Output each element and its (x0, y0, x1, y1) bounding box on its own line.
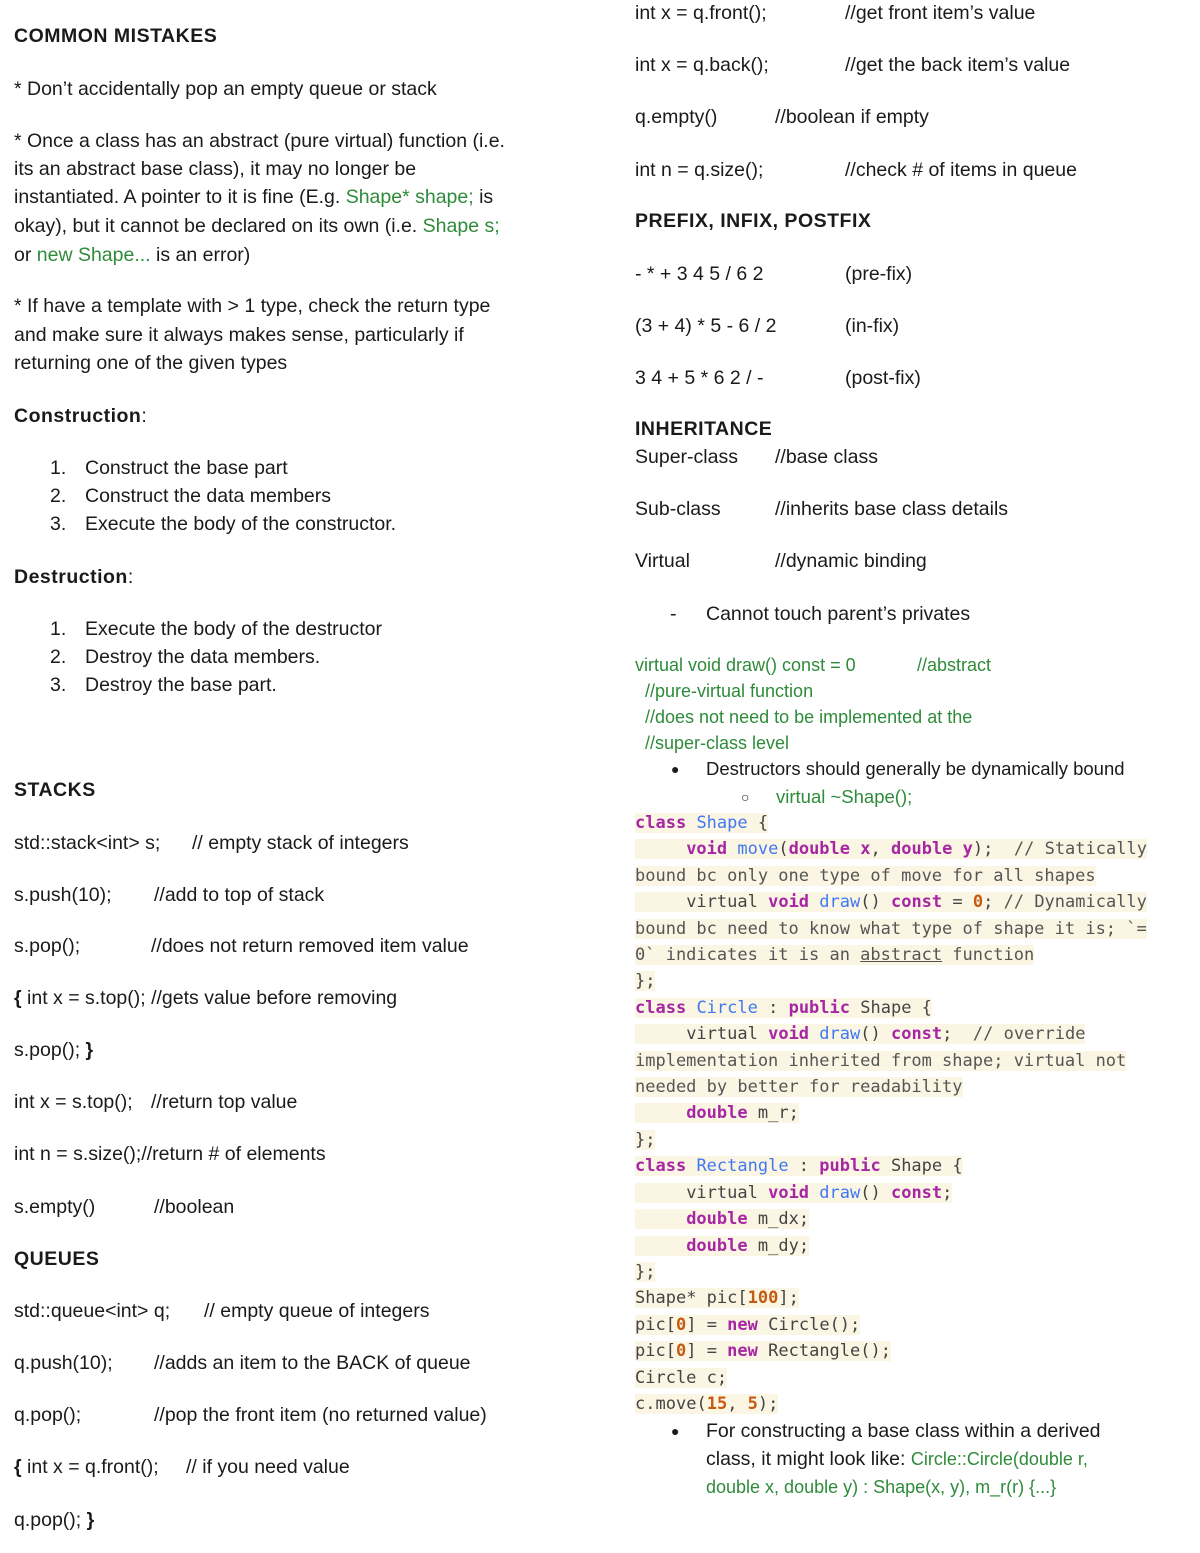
code-line: Shape* pic[100]; (635, 1288, 799, 1309)
pure-virtual-line-4: //super-class level (645, 733, 790, 753)
keyword: const (890, 892, 943, 913)
comment: //does not return removed item value (151, 935, 469, 957)
comment: //pop the front item (no returned value) (154, 1404, 487, 1426)
text: is (473, 186, 494, 208)
expression: (3 + 4) * 5 - 6 / 2 (635, 315, 777, 337)
inline-code: new Shape... (36, 244, 151, 266)
text: is an error) (150, 244, 251, 266)
queue-op-row (635, 157, 1077, 183)
brace: { (14, 987, 22, 1009)
keyword: double (686, 1103, 748, 1124)
keyword: public (819, 1156, 881, 1177)
code: s.pop(); (14, 1039, 86, 1061)
keyword: virtual (686, 1024, 758, 1045)
brace: } (86, 1509, 95, 1531)
heading-text: Destruction (14, 566, 128, 588)
brace: } (85, 1039, 94, 1061)
inline-code: Circle::Circle(double r, (910, 1449, 1088, 1469)
comment: // Statically (1013, 839, 1147, 860)
comment: abstract (860, 945, 943, 966)
number: 5 (747, 1393, 758, 1414)
bullet-circle: ○ (741, 789, 750, 805)
mistake-1: * Don’t accidentally pop an empty queue or stack (14, 78, 437, 100)
keyword: const (890, 1182, 943, 1203)
comment: //check # of items in queue (845, 159, 1077, 181)
code: s.pop(); (14, 935, 81, 957)
keyword: double (891, 839, 953, 860)
stack-decl (14, 830, 409, 856)
code-line: virtual void draw() const; // override (635, 1021, 1180, 1047)
code-line: double m_r; (635, 1100, 1180, 1126)
keyword: void (768, 1024, 810, 1045)
comment: 0` indicates it is an (635, 945, 861, 966)
note-text: Cannot touch parent’s privates (706, 603, 971, 625)
keyword: public (788, 997, 850, 1018)
bullet-dot: ● (671, 761, 680, 777)
code: std::stack<int> s; (14, 832, 161, 854)
queue-op-row (635, 104, 929, 130)
list-number: 3. (50, 513, 67, 535)
comment: // if you need value (186, 1456, 350, 1478)
code-line (635, 942, 1180, 968)
fix-heading: PREFIX, INFIX, POSTFIX (635, 210, 872, 232)
code-line (635, 1048, 1180, 1074)
brace: { (14, 1456, 22, 1478)
colon: : (141, 405, 147, 427)
comment: //base class (775, 446, 878, 468)
type: Circle (635, 1367, 697, 1388)
type: Shape (890, 1156, 943, 1177)
bullet-dot: ● (671, 1423, 680, 1439)
code-line (635, 1074, 1180, 1100)
code: s.push(10); (14, 884, 112, 906)
destruction-heading (14, 564, 133, 590)
note-text: Destructors should generally be dynamically bound (706, 758, 1125, 779)
inline-code: Shape s; (422, 215, 500, 237)
mistake-3-line-2: and make sure it always makes sense, particularly if (14, 324, 464, 346)
comment: // Dynamically (1003, 892, 1147, 913)
pure-virtual-line-2: //pure-virtual function (645, 681, 814, 701)
function: move (655, 1393, 697, 1414)
comment: bound bc need to know what type of shape it is; `= (635, 918, 1147, 939)
code: q.pop(); (14, 1404, 82, 1426)
keyword: void (768, 892, 810, 913)
base-ctor-note-line-3: double x, double y) : Shape(x, y), m_r(r) {...} (706, 1477, 1057, 1497)
number: 15 (706, 1393, 728, 1414)
code-block (635, 810, 1180, 1417)
item-text: Execute the body of the destructor (85, 618, 383, 640)
comment: //adds an item to the BACK of queue (154, 1352, 471, 1374)
mistake-3-line-3: returning one of the given types (14, 352, 288, 374)
comment: needed by better for readability (635, 1077, 963, 1098)
function: draw (819, 892, 861, 913)
code-line: c.move(15, 5); (635, 1393, 779, 1414)
variable: pic (706, 1288, 738, 1309)
code-line: virtual void draw() const = 0; // Dynamically (635, 889, 1180, 915)
comment: // empty stack of integers (192, 832, 409, 854)
keyword: void (768, 1182, 810, 1203)
type: Circle (696, 997, 758, 1018)
heading-text: Construction (14, 405, 142, 427)
term: Super-class (635, 446, 738, 468)
keyword: void (686, 839, 728, 860)
code: s.empty() (14, 1196, 96, 1218)
colon: : (127, 566, 134, 588)
item-text: Construct the data members (85, 485, 332, 507)
function: draw (819, 1182, 861, 1203)
code: int x = s.top(); //gets value before removing (21, 987, 398, 1009)
destruction-item (50, 672, 277, 698)
comment: // empty queue of integers (204, 1300, 430, 1322)
fix-row (635, 313, 900, 339)
stack-pop-2 (14, 1037, 93, 1063)
notation-label: (post-fix) (845, 367, 921, 389)
queues-heading: QUEUES (14, 1248, 100, 1270)
stack-empty (14, 1194, 235, 1220)
keyword: double (686, 1235, 748, 1256)
term: Virtual (635, 550, 690, 572)
stack-pop (14, 933, 469, 959)
param: y (962, 839, 973, 860)
number: 0 (972, 892, 984, 913)
inheritance-row (635, 444, 878, 470)
construction-heading (14, 403, 147, 429)
inline-code: Shape* shape; (345, 186, 474, 208)
inheritance-row (635, 496, 1009, 522)
queue-decl (14, 1298, 430, 1324)
code-line: virtual void draw() const; (635, 1180, 1180, 1206)
keyword: new (727, 1341, 758, 1362)
comment: //get the back item’s value (845, 54, 1071, 76)
destruction-item (50, 616, 383, 642)
stack-size: int n = s.size();//return # of elements (14, 1143, 326, 1165)
item-text: Destroy the data members. (85, 646, 321, 668)
code: int x = q.back(); (635, 54, 769, 76)
comment: function (942, 945, 1035, 966)
type: Shape (696, 813, 748, 833)
code: int x = s.top(); (14, 1091, 133, 1113)
code: int n = q.size(); (635, 159, 764, 181)
code-line (635, 863, 1180, 889)
comment: //dynamic binding (775, 550, 927, 572)
pure-virtual-line-1 (635, 652, 992, 678)
code-line: }; (635, 1129, 656, 1150)
type: Rectangle (696, 1156, 789, 1177)
list-number: 2. (50, 485, 67, 507)
comment: bound bc only one type of move for all shapes (635, 865, 1096, 886)
keyword: const (890, 1024, 943, 1045)
member: m_dy (757, 1235, 799, 1256)
function: draw (819, 1024, 861, 1045)
stack-top-before-pop (14, 985, 397, 1011)
queue-pop (14, 1402, 487, 1428)
comment: //inherits base class details (775, 498, 1009, 520)
code-line: void move(double x, double y); // Statically (635, 836, 1180, 862)
comment: //return top value (151, 1091, 298, 1113)
comment: //get front item’s value (845, 2, 1036, 24)
code-line: class Circle : public Shape { (635, 997, 932, 1018)
mistake-2-line-1: * Once a class has an abstract (pure virtual) function (i.e. (14, 130, 505, 152)
list-number: 1. (50, 618, 67, 640)
code: int x = q.front(); (635, 2, 767, 24)
function: move (737, 839, 779, 860)
stack-top (14, 1089, 298, 1115)
privates-note (670, 601, 971, 627)
item-text: Execute the body of the constructor. (85, 513, 397, 535)
comment: //boolean if empty (775, 106, 929, 128)
code-line: class Rectangle : public Shape { (635, 1156, 963, 1177)
code-line: pic[0] = new Rectangle(); (635, 1341, 891, 1362)
type: Rectangle (768, 1341, 861, 1362)
type: Circle (768, 1314, 830, 1335)
comment: implementation inherited from shape; virtual not (635, 1050, 1127, 1071)
number: 0 (675, 1341, 687, 1362)
code: int x = q.front(); (21, 1456, 159, 1478)
queue-push (14, 1350, 471, 1376)
mistake-2-line-2: its an abstract base class), it may no longer be (14, 158, 417, 180)
code: virtual void draw() const = 0 (635, 655, 856, 675)
code-line: pic[0] = new Circle(); (635, 1314, 861, 1335)
queue-op-row (635, 52, 1071, 78)
comment: //abstract (917, 655, 992, 675)
expression: - * + 3 4 5 / 6 2 (635, 263, 764, 285)
keyword: new (727, 1314, 758, 1335)
code-line: double m_dy; (635, 1233, 1180, 1259)
code-line: class Shape { (635, 813, 769, 833)
stack-push (14, 882, 325, 908)
base-ctor-note-line-2 (706, 1446, 1088, 1472)
keyword: virtual (686, 1182, 758, 1203)
keyword: double (788, 839, 851, 860)
queue-front-before-pop (14, 1454, 350, 1480)
mistake-2-line-3 (14, 184, 493, 210)
notation-label: (in-fix) (845, 315, 900, 337)
stacks-heading: STACKS (14, 779, 96, 801)
fix-row (635, 365, 921, 391)
param: x (860, 839, 871, 860)
expression: 3 4 + 5 * 6 2 / - (635, 367, 764, 389)
construction-item (50, 483, 332, 509)
variable: c (635, 1393, 646, 1414)
code-line (635, 916, 1180, 942)
pure-virtual-line-3: //does not need to be implemented at the (645, 707, 973, 727)
keyword: double (686, 1209, 748, 1230)
type: Shape (860, 997, 912, 1018)
code: q.empty() (635, 106, 718, 128)
note-text: class, it might look like: (706, 1448, 911, 1470)
code: q.pop(); (14, 1509, 87, 1531)
number: 100 (747, 1288, 779, 1309)
list-number: 3. (50, 674, 67, 696)
notation-label: (pre-fix) (845, 263, 913, 285)
fix-row (635, 261, 913, 287)
variable: c (706, 1367, 717, 1388)
construction-item (50, 511, 397, 537)
number: 0 (675, 1314, 687, 1335)
common-mistakes-heading: COMMON MISTAKES (14, 25, 218, 47)
member: m_dx (757, 1209, 799, 1230)
list-number: 2. (50, 646, 67, 668)
text: instantiated. A pointer to it is fine (E.g. (14, 186, 346, 208)
mistake-2-line-5 (14, 242, 250, 268)
queue-pop-2 (14, 1507, 94, 1533)
code-line: }; (635, 1261, 656, 1282)
code: std::queue<int> q; (14, 1300, 171, 1322)
item-text: Construct the base part (85, 457, 288, 479)
comment: // override (972, 1024, 1086, 1045)
note-text: For constructing a base class within a derived (706, 1420, 1101, 1442)
mistake-3-line-1: * If have a template with > 1 type, check the return type (14, 295, 491, 317)
comment: //add to top of stack (154, 884, 325, 906)
dash-bullet: - (670, 603, 677, 625)
keyword: class (635, 1156, 687, 1177)
list-number: 1. (50, 457, 67, 479)
term: Sub-class (635, 498, 721, 520)
variable: pic (635, 1341, 666, 1362)
code-line: double m_dx; (635, 1206, 1180, 1232)
comment: //boolean (154, 1196, 235, 1218)
construction-item (50, 455, 288, 481)
text: or (14, 244, 37, 266)
keyword: class (635, 997, 687, 1018)
item-text: Destroy the base part. (85, 674, 277, 696)
mistake-2-line-4 (14, 213, 500, 239)
inheritance-heading: INHERITANCE (635, 418, 773, 440)
text: okay), but it cannot be declared on its own (i.e. (14, 215, 423, 237)
type: Shape (635, 1288, 687, 1309)
member: m_r (757, 1103, 789, 1124)
code: q.push(10); (14, 1352, 113, 1374)
keyword: class (635, 813, 687, 833)
inheritance-row (635, 548, 927, 574)
queue-op-row (635, 0, 1036, 26)
destruction-item (50, 644, 321, 670)
variable: pic (635, 1314, 666, 1335)
keyword: virtual (686, 892, 758, 913)
code-line: Circle c; (635, 1367, 728, 1388)
code-line: }; (635, 971, 656, 992)
code: virtual ~Shape(); (776, 786, 913, 807)
